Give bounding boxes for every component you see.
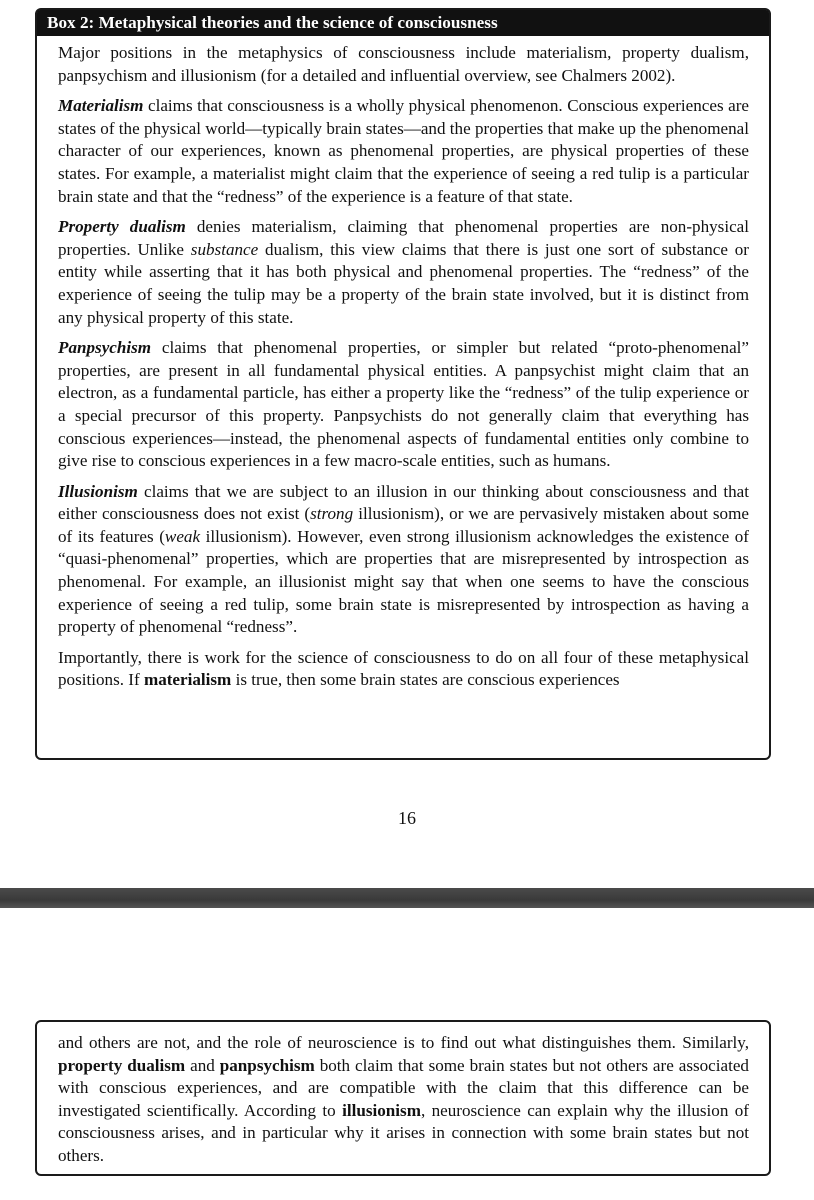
materialism-bold: materialism xyxy=(143,670,232,690)
panpsychism-text: claims that phenomenal properties, or simpler but related “proto-phenomenal” properties, are present in all fundamental physical entities. A panpsychist might claim that an electron, as a fundamental particle, has either a property like the “redness” of the tulip experience or a special precursor of this property. Panpsychists do not generally claim that everything has conscious experiences—instead, the phenomenal aspects of fundamental entities only combine to give rise to conscious experiences in a few macro-scale entities, such as humans. xyxy=(58,338,749,471)
continuation-paragraph xyxy=(58,1032,749,1168)
illusionism-text-2: illusionism), or we are pervasively mistaken about some of its features ( xyxy=(58,504,749,546)
conclusion-text: Importantly, there is work for the science of consciousness to do on all four of these metaphysical positions. If xyxy=(58,647,749,690)
box-2-panel xyxy=(35,8,771,760)
illusionism-text-3: illusionism). However, even strong illusionism acknowledges the existence of “quasi-phenomenal” properties, which are properties that are misrepresented by introspection as phenomenal. For example, an illusionist might say that when one seems to have the conscious experience of seeing a red tulip, some brain state is misrepresented by introspection as having a property of phenomenal “redness”. xyxy=(58,526,749,637)
box-2-continuation xyxy=(35,1020,771,1176)
illusionism-paragraph xyxy=(58,481,749,639)
illusionism-text: claims that we are subject to an illusion in our thinking about consciousness and that either consciousness does not exist ( xyxy=(58,481,749,524)
property-dualism-paragraph xyxy=(58,216,749,329)
materialism-text: claims that consciousness is a wholly physical phenomenon. Conscious experiences are states of the physical world—typically brain states—and the properties that make up the phenomenal character of our experiences, known as phenomenal properties, are physical properties of these states. For example, a materialist might claim that the experience of seeing a red tulip is a particular brain state and that the “redness” of the experience is a feature of that state. xyxy=(58,96,749,206)
strong-emphasis: strong xyxy=(310,504,354,524)
continuation-text-3: both claim that some brain states but not others are associated with conscious experiences, and are compatible with the claim that this difference can be investigated scientifically. According to xyxy=(58,1055,749,1120)
property-dualism-text: denies materialism, claiming that phenomenal properties are non-physical properties. Unlike xyxy=(58,217,749,259)
page-separator xyxy=(0,888,814,908)
panpsychism-bold: panpsychism xyxy=(219,1055,315,1075)
materialism-paragraph xyxy=(58,95,749,208)
panpsychism-paragraph xyxy=(58,337,749,473)
property-dualism-text-cont: dualism, this view claims that there is just one sort of substance or entity while asserting that it has both physical and phenomenal properties. The “redness” of the experience of seeing the tulip may be a property of the brain state involved, but it is distinct from any physical property of this state. xyxy=(58,239,749,327)
intro-paragraph: Major positions in the metaphysics of consciousness include materialism, property dualism, panpsychism and illusionism (for a detailed and influential overview, see Chalmers 2002). xyxy=(58,43,749,85)
page-number: 16 xyxy=(398,808,416,828)
illusionism-term: Illusionism xyxy=(58,481,138,501)
box-title: Box 2: Metaphysical theories and the science of consciousness xyxy=(37,10,769,36)
property-dualism-term: Property dualism xyxy=(58,217,186,237)
property-dualism-bold: property dualism xyxy=(58,1055,186,1075)
weak-emphasis: weak xyxy=(164,526,201,546)
substance-emphasis: substance xyxy=(190,239,259,259)
continuation-text-2: and xyxy=(185,1055,220,1075)
conclusion-paragraph xyxy=(58,647,749,692)
panpsychism-term: Panpsychism xyxy=(58,338,152,358)
continuation-text-4: , neuroscience can explain why the illusion of consciousness arises, and in particular why it arises in connection with some brain states but not others. xyxy=(58,1100,749,1165)
continuation-text: and others are not, and the role of neuroscience is to find out what distinguishes them. Similarly, xyxy=(58,1033,749,1052)
materialism-term: Materialism xyxy=(58,96,144,116)
continuation-body xyxy=(37,1022,769,1168)
illusionism-bold: illusionism xyxy=(342,1100,421,1120)
conclusion-text-2: is true, then some brain states are conscious experiences xyxy=(231,670,620,690)
box-body xyxy=(37,36,769,692)
